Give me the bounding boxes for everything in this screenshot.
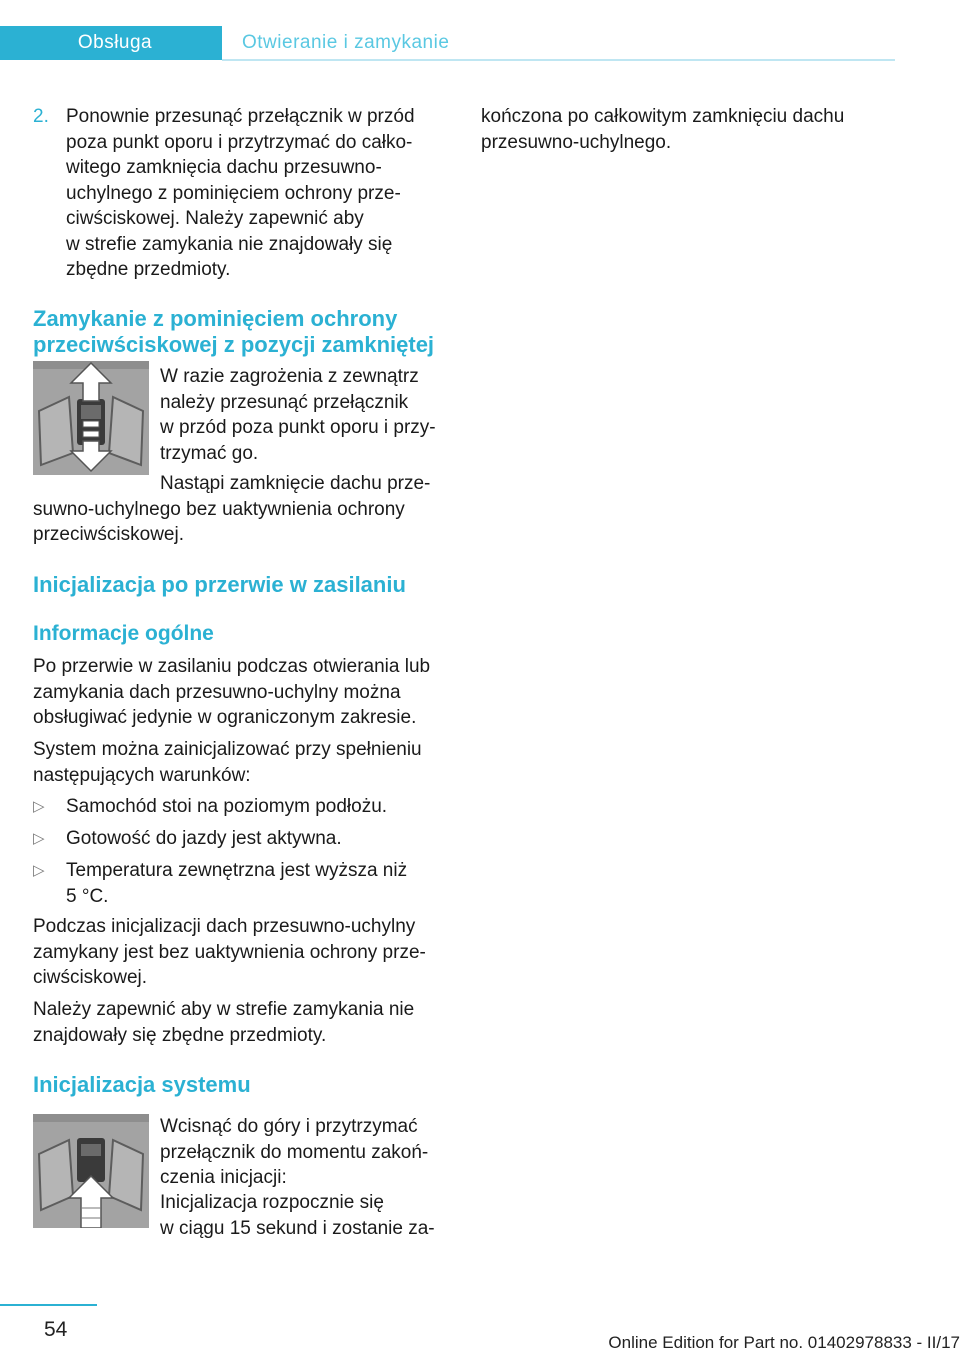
text-line: znajdowały się zbędne przedmioty. (33, 1024, 327, 1046)
figure-switch-forward (33, 361, 149, 475)
text-line: ciwściskowej. Należy zapewnić aby (66, 208, 364, 229)
text-line: w strefie zamykania nie znajdowały się (66, 233, 393, 255)
text-line: należy przesunąć przełącznik (160, 391, 409, 413)
heading-line: przeciwściskowej z pozycji zamkniętej (33, 332, 435, 357)
text-line: Inicjalizacja rozpocznie się (160, 1192, 384, 1213)
text-line: zamykany jest bez uaktywnienia ochrony prze‐ (33, 941, 426, 963)
text-line: przesuwno-uchylnego. (481, 131, 672, 153)
text-line: następujących warunków: (33, 764, 251, 786)
text-line: Po przerwie w zasilaniu podczas otwierania lub (33, 656, 431, 677)
text-line: W razie zagrożenia z zewnątrz (160, 366, 419, 387)
text-line: w ciągu 15 sekund i zostanie za‐ (160, 1217, 435, 1239)
text-line: suwno-uchylnego bez uaktywnienia ochrony (33, 498, 405, 520)
text-line: ciwściskowej. (33, 967, 148, 988)
text-line: zbędne przedmioty. (66, 259, 231, 280)
text-line: uchylnego z pominięciem ochrony prze‐ (66, 182, 401, 204)
text-line: przełącznik do momentu zakoń‐ (160, 1141, 429, 1163)
override-result-rest (33, 497, 405, 548)
text-line: poza punkt oporu i przytrzymać do całko‐ (66, 131, 413, 153)
list-item: Gotowość do jazdy jest aktywna. (66, 828, 342, 849)
continued-paragraph (481, 104, 844, 155)
general-paragraph-1 (33, 654, 430, 731)
text-line: przeciwściskowej. (33, 524, 184, 545)
text-line: w przód poza punkt oporu i przy‐ (160, 417, 436, 438)
header-rule (222, 59, 895, 61)
chapter-title: Otwieranie i zamykanie (242, 32, 450, 53)
general-paragraph-2 (33, 737, 422, 788)
heading-general-info: Informacje ogólne (33, 622, 214, 645)
text-line: 5 °C. (66, 885, 109, 907)
ensure-paragraph (33, 997, 414, 1048)
system-init-start (160, 1190, 435, 1241)
text-line: Należy zapewnić aby w strefie zamykania nie (33, 999, 415, 1020)
bullet-marker: ▷ (33, 862, 45, 879)
heading-override-closing (33, 306, 434, 358)
text-line: Wcisnąć do góry i przytrzymać (160, 1116, 418, 1137)
step-2-text (66, 104, 415, 283)
heading-system-init: Inicjalizacja systemu (33, 1072, 251, 1097)
init-paragraph (33, 914, 426, 991)
switch-push-forward-icon (33, 361, 149, 475)
switch-push-up-icon (33, 1114, 149, 1228)
text-line: Ponownie przesunąć przełącznik w przód (66, 106, 415, 127)
text-line: kończona po całkowitym zamknięciu dachu (481, 106, 845, 127)
page-number: 54 (44, 1318, 68, 1341)
running-header (0, 26, 895, 60)
bullet-marker: ▷ (33, 798, 45, 815)
text-line: Podczas inicjalizacji dach przesuwno-uchylny (33, 916, 416, 937)
system-init-instruction (160, 1114, 428, 1191)
text-line: zamykania dach przesuwno-uchylny można (33, 681, 401, 703)
list-item: Samochód stoi na poziomym podłożu. (66, 796, 388, 817)
step-number: 2. (33, 106, 49, 127)
section-title: Obsługa (77, 32, 153, 53)
override-result-line1: Nastąpi zamknięcie dachu prze‐ (160, 473, 431, 494)
text-line: czenia inicjacji: (160, 1167, 287, 1188)
bullet-marker: ▷ (33, 830, 45, 847)
footer-rule (0, 1304, 97, 1306)
text-line: Temperatura zewnętrzna jest wyższa niż (66, 860, 408, 881)
text-line: obsługiwać jedynie w ograniczonym zakresie. (33, 707, 417, 728)
heading-line: Zamykanie z pominięciem ochrony (33, 306, 398, 331)
heading-initialization: Inicjalizacja po przerwie w zasilaniu (33, 572, 406, 597)
list-item (66, 858, 407, 909)
edition-note: Online Edition for Part no. 01402978833 - II/17 (608, 1333, 960, 1352)
override-instruction (160, 364, 436, 466)
figure-switch-up (33, 1114, 149, 1228)
text-line: trzymać go. (160, 442, 259, 464)
text-line: witego zamknięcia dachu przesuwno- (66, 157, 382, 178)
text-line: System można zainicjalizować przy spełnieniu (33, 739, 422, 760)
